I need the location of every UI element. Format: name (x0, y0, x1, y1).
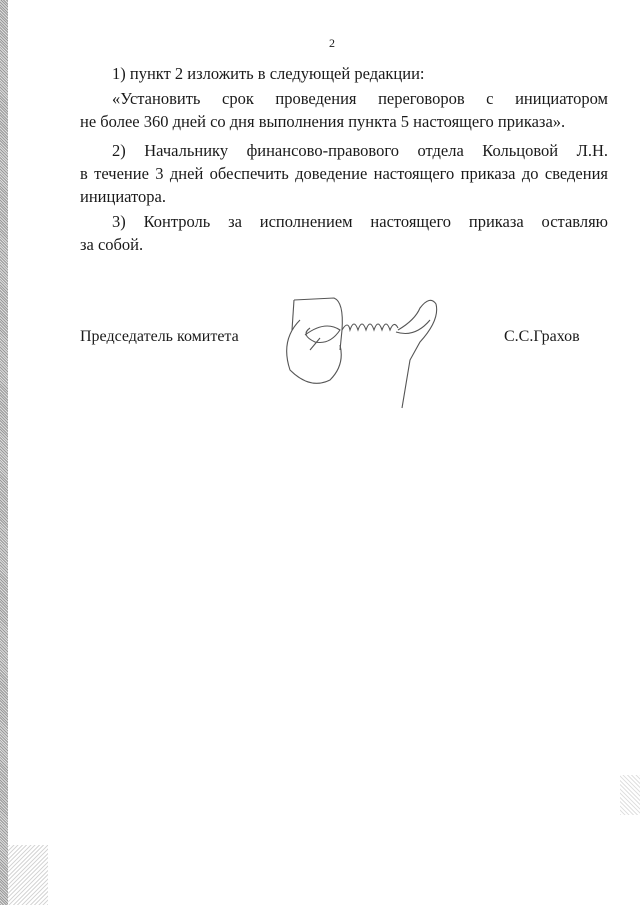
signatory-position: Председатель комитета (80, 328, 239, 345)
scan-edge (0, 0, 8, 905)
paragraph-2-line-1: «Установить срок проведения переговоров с инициатором (112, 89, 608, 108)
paragraph-1: 1) пункт 2 изложить в следующей редакции: (112, 64, 425, 83)
paragraph-3-line-2: в течение 3 дней обеспечить доведение настоящего приказа до сведения (80, 164, 608, 183)
page-number: 2 (329, 36, 335, 50)
paragraph-2-line-2: не более 360 дней со дня выполнения пункта 5 настоящего приказа». (80, 112, 566, 131)
paragraph-4-line-2: за собой. (80, 235, 144, 254)
paragraph-3-line-1: 2) Начальнику финансово-правового отдела Кольцовой Л.Н. (112, 141, 608, 160)
scan-noise (8, 845, 48, 905)
paragraph-3-line-3: инициатора. (80, 187, 166, 206)
signatory-name: С.С.Грахов (504, 328, 580, 345)
scan-noise (620, 775, 640, 815)
paragraph-4-line-1: 3) Контроль за исполнением настоящего приказа оставляю (112, 212, 608, 231)
handwritten-signature (270, 290, 470, 410)
